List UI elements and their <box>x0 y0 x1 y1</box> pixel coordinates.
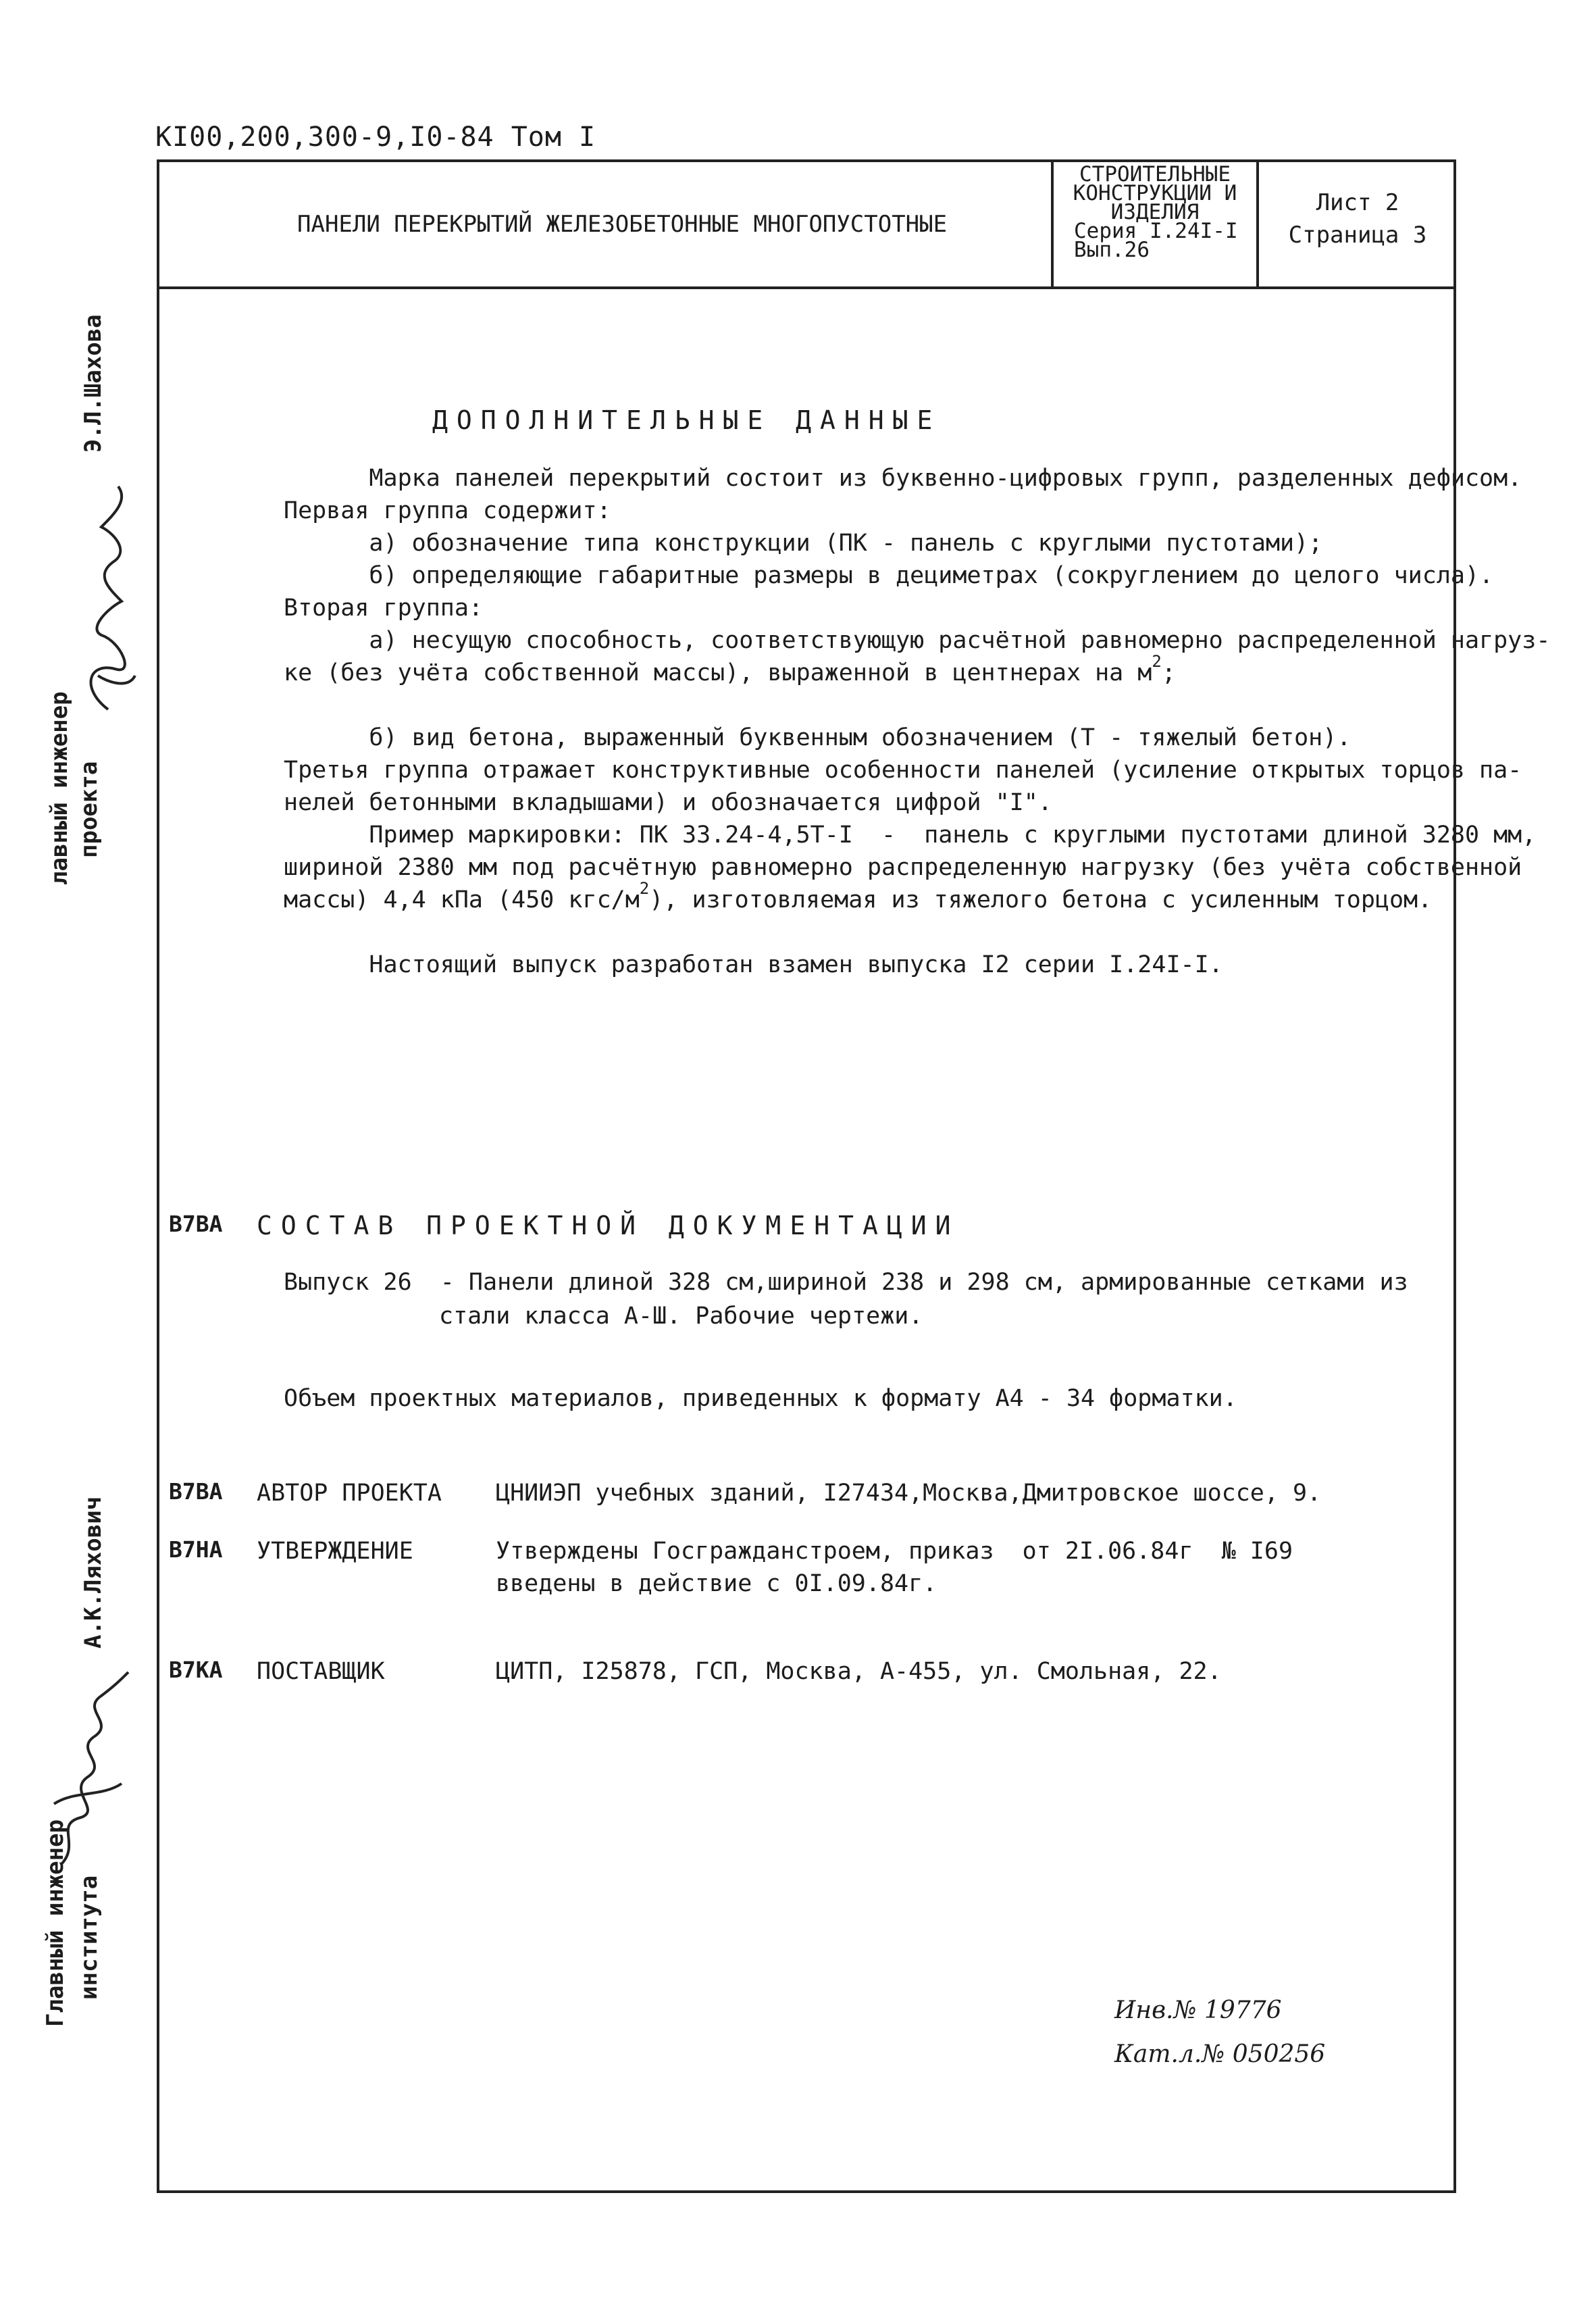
row-value: ЦНИИЭП учебных зданий, I27434,Москва,Дмитровское шоссе, 9. <box>496 1480 1322 1507</box>
category-line: ИЗДЕЛИЯ <box>1110 200 1200 224</box>
page-number: Страница 3 <box>1288 222 1427 249</box>
row-code: В7НА <box>169 1536 223 1563</box>
section-heading: ДОПОЛНИТЕЛЬНЫЕ ДАННЫЕ <box>432 405 942 435</box>
sheet-number: Лист 2 <box>1316 189 1399 216</box>
header-category <box>1054 162 1256 262</box>
header-divider <box>157 286 1456 289</box>
volume-line: Объем проектных материалов, приведенных к формату А4 - 34 форматки. <box>284 1385 1237 1412</box>
category-line: КОНСТРУКЦИИ И <box>1073 181 1237 205</box>
paragraph-line: Пример маркировки: ПК 33.24-4,5Т-I - панель с круглыми пустотами длиной 3280 мм, <box>284 822 1537 849</box>
catalog-number: Кат.л.№ 050256 <box>1114 2040 1326 2068</box>
row-value: введены в действие с 0I.09.84г. <box>496 1570 937 1597</box>
document-code: КI00,200,300-9,I0-84 Том I <box>155 122 596 153</box>
line-text: массы) 4,4 кПа (450 кгс/м <box>284 886 640 913</box>
paragraph-line: шириной 2380 мм под расчётную равномерно распределенную нагрузку (без учёта собственной <box>284 854 1522 881</box>
paragraph-line <box>284 879 1433 918</box>
side-label-name-institute: А.К.Ляхович <box>80 1496 107 1649</box>
row-label: УТВЕРЖДЕНИЕ <box>257 1538 413 1565</box>
series-number: Серия I.24I-I <box>1074 219 1238 243</box>
side-label-chief-project: лавный инженер <box>46 691 73 885</box>
issue-line: стали класса А-Ш. Рабочие чертежи. <box>439 1303 923 1330</box>
paragraph-line: Вторая группа: <box>284 595 484 622</box>
section-code: В7ВА <box>169 1211 223 1237</box>
side-label-institute: института <box>76 1875 103 2000</box>
row-value: ЦИТП, I25878, ГСП, Москва, А-455, ул. Смольная, 22. <box>496 1658 1222 1685</box>
superscript: 2 <box>639 879 650 898</box>
side-label-project: проекта <box>76 761 103 858</box>
row-code: В7ВА <box>169 1478 223 1505</box>
paragraph-line: а) несущую способность, соответствующую расчётной равномерно распределенной нагруз- <box>284 627 1551 654</box>
row-value: Утверждены Госгражданстроем, приказ от 2I.06.84г № I69 <box>496 1538 1293 1565</box>
signature-institute <box>41 1669 135 1871</box>
paragraph-line: Третья группа отражает конструктивные особенности панелей (усиление открытых торцов па- <box>284 757 1522 784</box>
side-label-name-project: Э.Л.Шахова <box>80 314 107 453</box>
line-text: ), изготовляемая из тяжелого бетона с усиленным торцом. <box>649 886 1433 913</box>
category-line: СТРОИТЕЛЬНЫЕ <box>1079 162 1231 186</box>
row-code: В7КА <box>169 1657 223 1683</box>
paragraph-line: Первая группа содержит: <box>284 497 611 524</box>
row-label: АВТОР ПРОЕКТА <box>257 1480 442 1507</box>
side-label-chief-institute: Главный инженер <box>42 1819 69 2027</box>
paragraph-line: б) вид бетона, выраженный буквенным обозначением (Т - тяжелый бетон). <box>284 724 1352 751</box>
section-heading: СОСТАВ ПРОЕКТНОЙ ДОКУМЕНТАЦИИ <box>257 1211 960 1240</box>
document-title: ПАНЕЛИ ПЕРЕКРЫТИЙ ЖЕЛЕЗОБЕТОННЫЕ МНОГОПУСТОТНЫЕ <box>297 211 948 238</box>
issue-number: Вып.26 <box>1074 238 1150 262</box>
paragraph-line: нелей бетонными вкладышами) и обозначается цифрой "I". <box>284 789 1052 816</box>
row-label: ПОСТАВЩИК <box>257 1658 385 1685</box>
inventory-number: Инв.№ 19776 <box>1114 1996 1282 2024</box>
issue-line: Выпуск 26 - Панели длиной 328 см,шириной 238 и 298 см, армированные сетками из <box>284 1269 1408 1296</box>
line-text: ; <box>1161 659 1176 686</box>
paragraph-line: Марка панелей перекрытий состоит из буквенно-цифровых групп, разделенных дефисом. <box>284 465 1522 492</box>
paragraph-line <box>284 652 1176 691</box>
line-text: ке (без учёта собственной массы), выраженной в центнерах на м <box>284 659 1152 686</box>
paragraph-line: а) обозначение типа конструкции (ПК - панель с круглыми пустотами); <box>284 530 1323 557</box>
paragraph-line: б) определяющие габаритные размеры в дециметрах (сокруглением до целого числа). <box>284 562 1494 589</box>
superscript: 2 <box>1152 652 1162 671</box>
sheet-info <box>1259 186 1456 251</box>
signature-project <box>68 473 149 716</box>
paragraph-line: Настоящий выпуск разработан взамен выпуска I2 серии I.24I-I. <box>284 951 1223 978</box>
